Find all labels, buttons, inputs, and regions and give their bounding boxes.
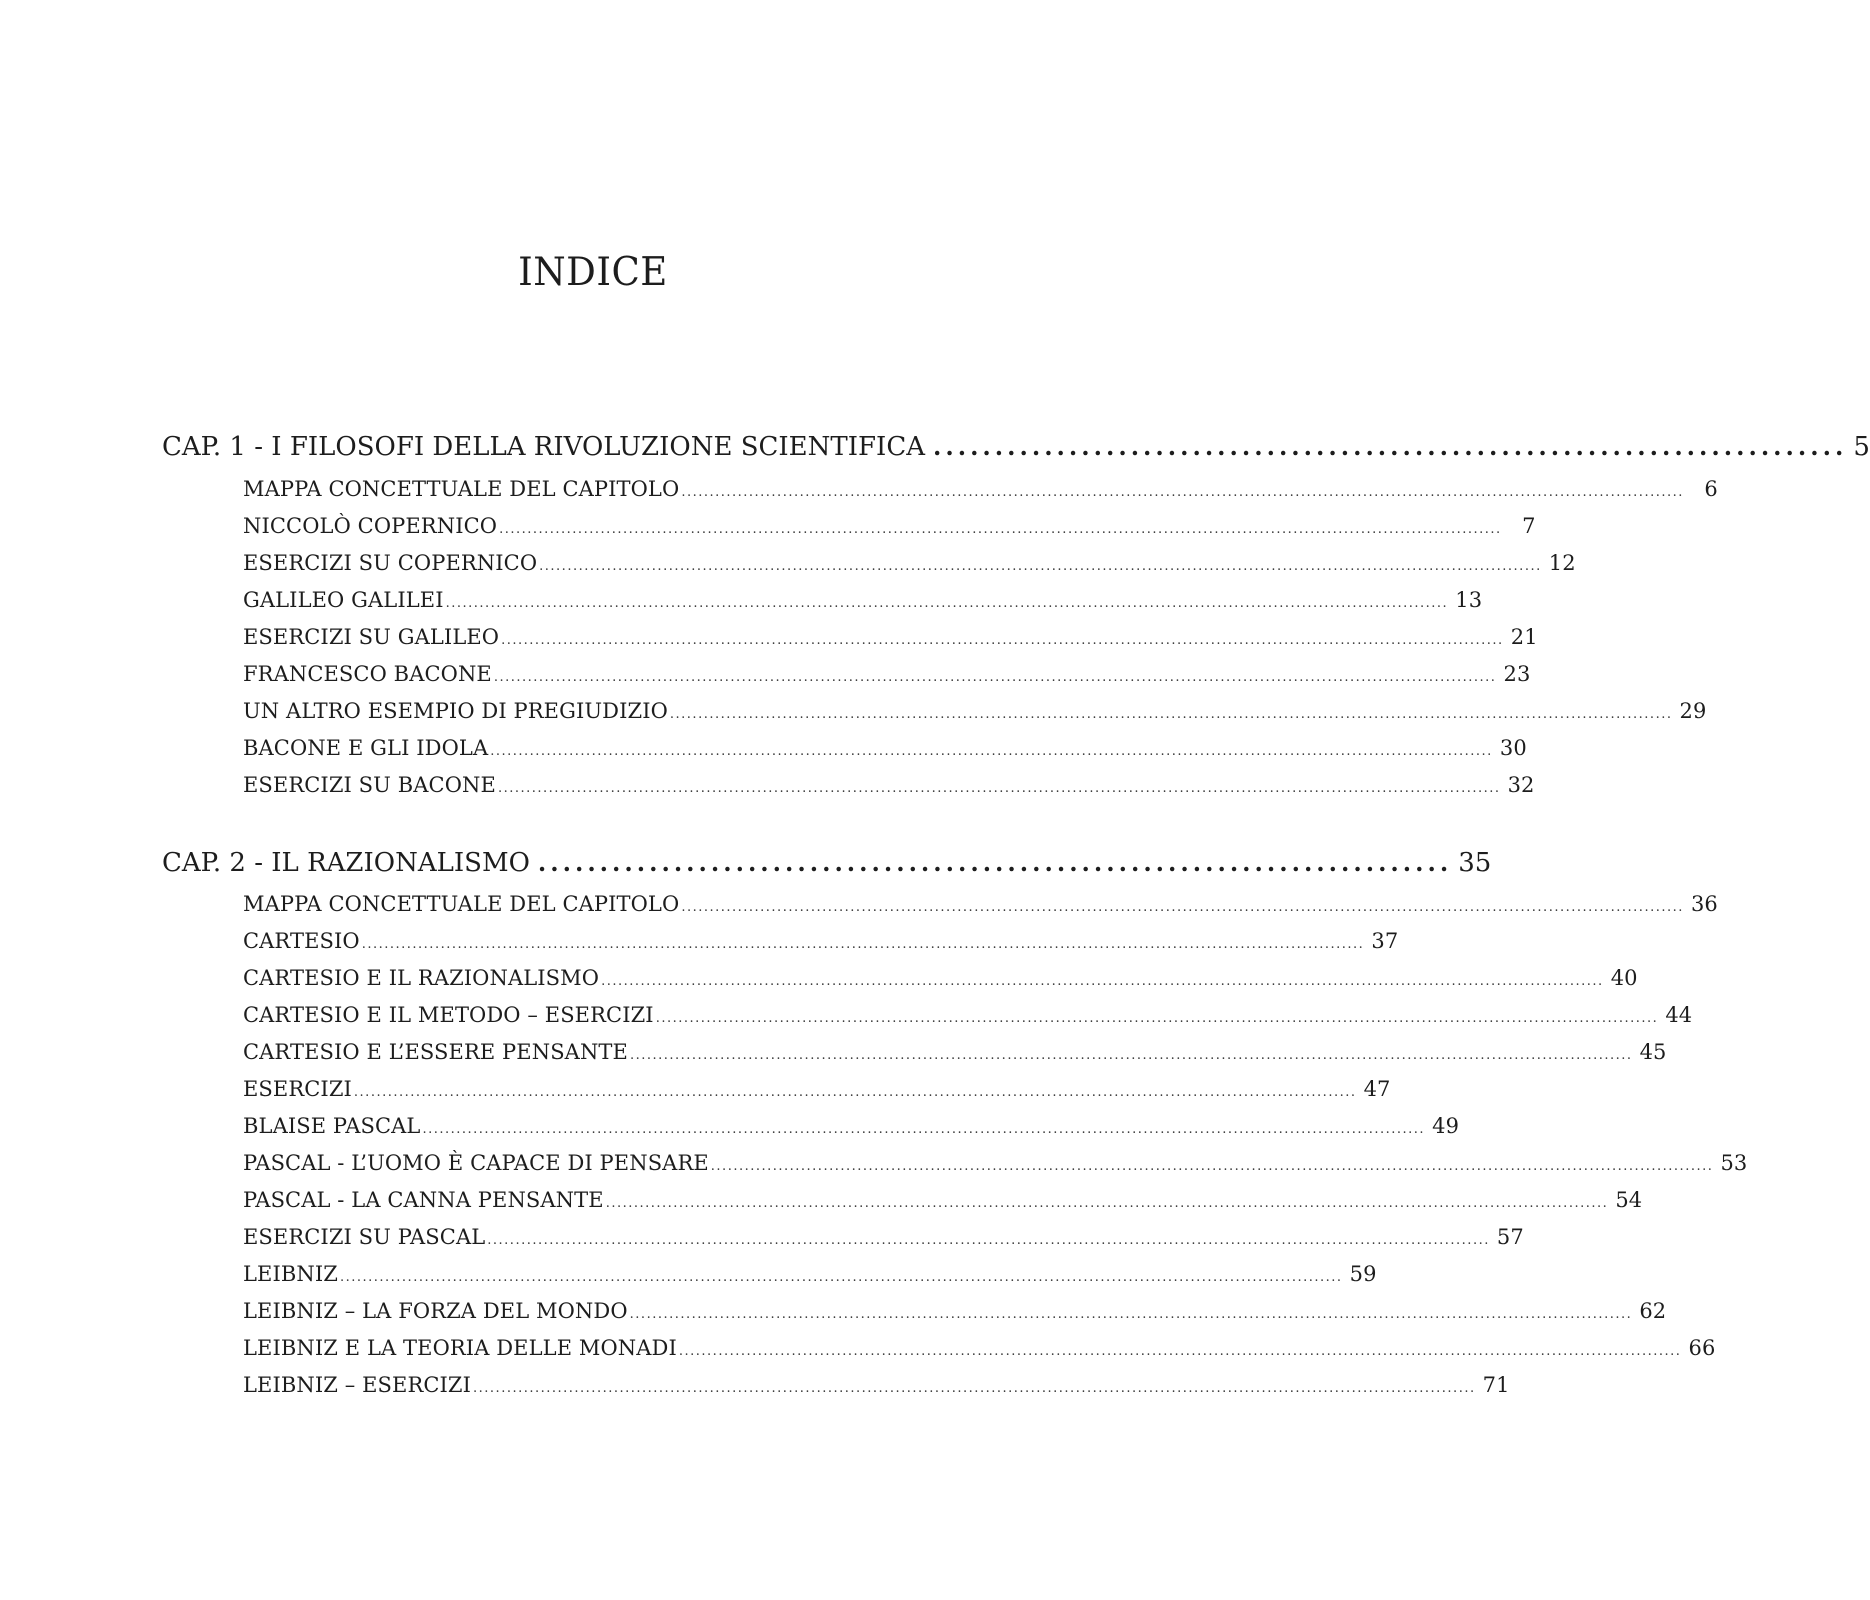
entry-title: LEIBNIZ – LA FORZA DEL MONDO xyxy=(243,1299,628,1323)
toc-entry[interactable] xyxy=(243,477,1718,501)
toc-entry[interactable] xyxy=(243,773,1535,797)
dot-leader: .................................................................................................................................................................................. xyxy=(669,707,1673,722)
toc-entry[interactable] xyxy=(243,1336,1716,1360)
dot-leader: .................................................................................................................................................................................. xyxy=(681,900,1684,915)
entry-title: BACONE E GLI IDOLA xyxy=(243,736,489,760)
page-number: 57 xyxy=(1496,1225,1524,1249)
dot-leader: .......................................................................... xyxy=(537,848,1453,877)
page-number: 23 xyxy=(1503,662,1531,686)
page-number: 45 xyxy=(1639,1040,1667,1064)
dot-leader: .................................................................................................................................................................................. xyxy=(493,670,1497,685)
toc-entry[interactable] xyxy=(243,1151,1748,1175)
chapter-2-heading[interactable] xyxy=(162,848,1492,878)
page-number: 71 xyxy=(1482,1373,1510,1397)
toc-entry[interactable] xyxy=(243,1114,1460,1138)
page-number: 30 xyxy=(1499,736,1527,760)
entry-title: PASCAL - L’UOMO È CAPACE DI PENSARE xyxy=(243,1151,709,1175)
toc-entry[interactable] xyxy=(243,551,1576,575)
chapter-1-heading[interactable] xyxy=(162,432,1870,462)
page-number: 13 xyxy=(1455,588,1483,612)
dot-leader: .................................................................................................................................................................................. xyxy=(605,1196,1609,1211)
toc-entry[interactable] xyxy=(243,514,1536,538)
dot-leader: .................................................................................................................................................................................. xyxy=(629,1048,1633,1063)
dot-leader: .................................................................................................................................................................................. xyxy=(490,744,1493,759)
entry-title: CARTESIO E IL RAZIONALISMO xyxy=(243,966,600,990)
toc-entry[interactable] xyxy=(243,1077,1391,1101)
dot-leader: .................................................................................................................................................................................. xyxy=(445,596,1449,611)
page-number: 36 xyxy=(1690,892,1718,916)
dot-leader: .................................................................................................................................................................................. xyxy=(678,1344,1682,1359)
page-number: 37 xyxy=(1371,929,1399,953)
page-number: 35 xyxy=(1458,848,1492,878)
toc-entry[interactable] xyxy=(243,1188,1643,1212)
toc-entry[interactable] xyxy=(243,1003,1693,1027)
toc-entry[interactable] xyxy=(243,1262,1377,1286)
entry-title: LEIBNIZ E LA TEORIA DELLE MONADI xyxy=(243,1336,677,1360)
dot-leader: .................................................................................................................................................................................. xyxy=(487,1233,1490,1248)
dot-leader: .................................................................................................................................................................................. xyxy=(601,974,1604,989)
entry-title: ESERCIZI SU GALILEO xyxy=(243,625,500,649)
entry-title: CARTESIO xyxy=(243,929,360,953)
entry-title: MAPPA CONCETTUALE DEL CAPITOLO xyxy=(243,892,680,916)
entry-title: MAPPA CONCETTUALE DEL CAPITOLO xyxy=(243,477,680,501)
toc-entry[interactable] xyxy=(243,1373,1510,1397)
entry-title: ESERCIZI SU PASCAL xyxy=(243,1225,486,1249)
page-number: 53 xyxy=(1720,1151,1748,1175)
page-number: 12 xyxy=(1548,551,1576,575)
dot-leader: .................................................................................................................................................................................. xyxy=(655,1011,1659,1026)
entry-title: LEIBNIZ xyxy=(243,1262,338,1286)
chapter-title: CAP. 2 - IL RAZIONALISMO xyxy=(162,848,530,878)
dot-leader: .................................................................................................................................................................................. xyxy=(361,937,1365,952)
page-number: 6 xyxy=(1704,477,1718,501)
dot-leader: .................................................................................................................................................................................. xyxy=(501,633,1504,648)
page-number: 32 xyxy=(1507,773,1535,797)
entry-title: PASCAL - LA CANNA PENSANTE xyxy=(243,1188,604,1212)
entry-title: CARTESIO E IL METODO – ESERCIZI xyxy=(243,1003,654,1027)
page-number: 29 xyxy=(1679,699,1707,723)
toc-entry[interactable] xyxy=(243,1225,1524,1249)
toc-entry[interactable] xyxy=(243,699,1707,723)
toc-entry[interactable] xyxy=(243,736,1527,760)
dot-leader: .................................................................................................................................................................................. xyxy=(339,1270,1343,1285)
dot-leader: .......................................................................... xyxy=(933,432,1848,461)
entry-title: UN ALTRO ESEMPIO DI PREGIUDIZIO xyxy=(243,699,668,723)
dot-leader: .................................................................................................................................................................................. xyxy=(499,522,1502,537)
dot-leader: .................................................................................................................................................................................. xyxy=(497,781,1501,796)
dot-leader: .................................................................................................................................................................................. xyxy=(473,1381,1476,1396)
page-number: 54 xyxy=(1615,1188,1643,1212)
page-number: 62 xyxy=(1639,1299,1667,1323)
entry-title: BLAISE PASCAL xyxy=(243,1114,421,1138)
entry-title: LEIBNIZ – ESERCIZI xyxy=(243,1373,472,1397)
dot-leader: .................................................................................................................................................................................. xyxy=(681,485,1684,500)
page-title: INDICE xyxy=(518,250,668,295)
dot-leader: .................................................................................................................................................................................. xyxy=(353,1085,1357,1100)
entry-title: ESERCIZI SU COPERNICO xyxy=(243,551,538,575)
entry-title: GALILEO GALILEI xyxy=(243,588,444,612)
toc-entry[interactable] xyxy=(243,892,1718,916)
toc-entry[interactable] xyxy=(243,1299,1667,1323)
entry-title: NICCOLÒ COPERNICO xyxy=(243,514,498,538)
page-number: 59 xyxy=(1349,1262,1377,1286)
entry-title: ESERCIZI SU BACONE xyxy=(243,773,496,797)
page-number: 5 xyxy=(1853,432,1870,462)
page-number: 49 xyxy=(1432,1114,1460,1138)
page-number: 40 xyxy=(1610,966,1638,990)
page-number: 66 xyxy=(1688,1336,1716,1360)
dot-leader: .................................................................................................................................................................................. xyxy=(539,559,1542,574)
page-number: 21 xyxy=(1510,625,1538,649)
entry-title: ESERCIZI xyxy=(243,1077,352,1101)
toc-entry[interactable] xyxy=(243,929,1399,953)
dot-leader: .................................................................................................................................................................................. xyxy=(710,1159,1714,1174)
toc-entry[interactable] xyxy=(243,662,1531,686)
page-number: 7 xyxy=(1522,514,1536,538)
toc-entry[interactable] xyxy=(243,625,1538,649)
dot-leader: .................................................................................................................................................................................. xyxy=(629,1307,1633,1322)
chapter-title: CAP. 1 - I FILOSOFI DELLA RIVOLUZIONE SCIENTIFICA xyxy=(162,432,925,462)
toc-entry[interactable] xyxy=(243,1040,1667,1064)
toc-entry[interactable] xyxy=(243,588,1483,612)
page-number: 44 xyxy=(1665,1003,1693,1027)
dot-leader: .................................................................................................................................................................................. xyxy=(422,1122,1426,1137)
page-number: 47 xyxy=(1363,1077,1391,1101)
toc-entry[interactable] xyxy=(243,966,1638,990)
entry-title: FRANCESCO BACONE xyxy=(243,662,492,686)
entry-title: CARTESIO E L’ESSERE PENSANTE xyxy=(243,1040,628,1064)
